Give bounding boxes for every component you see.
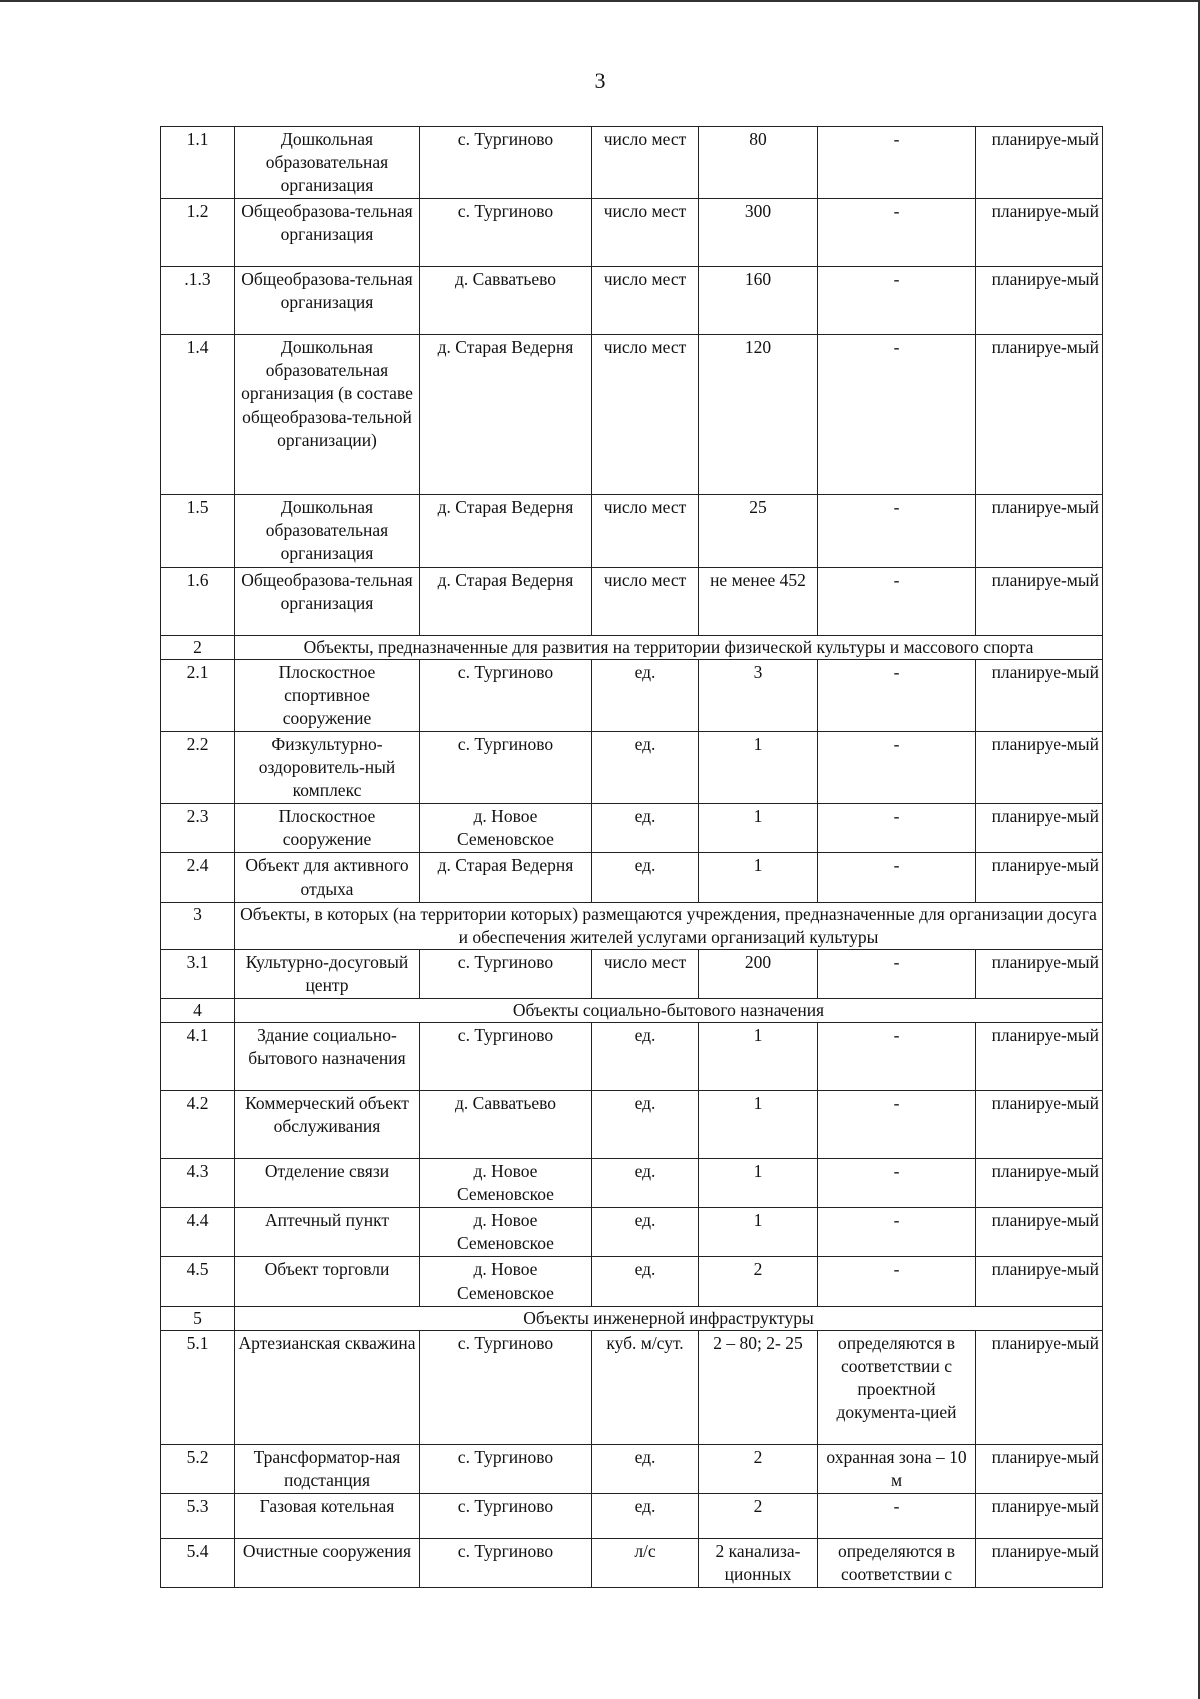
value-cell: 1 [699,1023,818,1091]
zone-characteristic-cell: определяются в соответствии с [818,1538,976,1587]
table-row [161,1208,1103,1257]
value-cell: 80 [699,127,818,199]
location-cell: с. Тургиново [420,949,592,998]
unit-cell: число мест [592,127,699,199]
value-cell: 1 [699,804,818,853]
zone-characteristic-cell: - [818,335,976,495]
row-number-cell: 4.4 [161,1208,235,1257]
location-cell: д. Новое Семеновское [420,1159,592,1208]
zone-characteristic-cell: - [818,495,976,567]
location-cell: с. Тургиново [420,199,592,267]
table-row [161,1330,1103,1444]
zone-characteristic-cell: - [818,199,976,267]
zone-characteristic-cell: - [818,804,976,853]
table-row [161,1493,1103,1538]
object-name-cell: Трансформатор-ная подстанция [235,1444,420,1493]
row-number-cell: 5.1 [161,1330,235,1444]
zone-characteristic-cell: - [818,1208,976,1257]
status-cell: планируе-мый [976,127,1103,199]
unit-cell: ед. [592,659,699,731]
object-name-cell: Объект торговли [235,1257,420,1306]
unit-cell: ед. [592,1091,699,1159]
section-number: 2 [161,635,235,659]
location-cell: д. Новое Семеновское [420,1257,592,1306]
object-name-cell: Дошкольная образовательная организация [235,495,420,567]
unit-cell: ед. [592,1444,699,1493]
object-name-cell: Физкультурно-оздоровитель-ный комплекс [235,731,420,803]
row-number-cell: 5.2 [161,1444,235,1493]
table-row [161,267,1103,335]
value-cell: 2 [699,1493,818,1538]
object-name-cell: Артезианская скважина [235,1330,420,1444]
object-name-cell: Коммерческий объект обслуживания [235,1091,420,1159]
table-row [161,1023,1103,1091]
status-cell: планируе-мый [976,1493,1103,1538]
row-number-cell: 1.2 [161,199,235,267]
section-title: Объекты социально-бытового назначения [235,998,1103,1022]
table-row [161,1444,1103,1493]
section-number: 5 [161,1306,235,1330]
table-row [161,199,1103,267]
row-number-cell: 5.3 [161,1493,235,1538]
object-name-cell: Общеобразова-тельная организация [235,267,420,335]
location-cell: д. Савватьево [420,1091,592,1159]
value-cell: 2 – 80; 2- 25 [699,1330,818,1444]
value-cell: не менее 452 [699,567,818,635]
row-number-cell: .1.3 [161,267,235,335]
table-row [161,567,1103,635]
value-cell: 25 [699,495,818,567]
value-cell: 1 [699,1159,818,1208]
location-cell: д. Новое Семеновское [420,1208,592,1257]
section-title: Объекты, в которых (на территории которых) размещаются учреждения, предназначенные для организации досуга и обеспечения жителей услугами организаций культуры [235,902,1103,949]
zone-characteristic-cell: - [818,659,976,731]
row-number-cell: 3.1 [161,949,235,998]
unit-cell: ед. [592,1493,699,1538]
unit-cell: число мест [592,949,699,998]
unit-cell: число мест [592,199,699,267]
location-cell: с. Тургиново [420,1023,592,1091]
row-number-cell: 1.6 [161,567,235,635]
section-title: Объекты инженерной инфраструктуры [235,1306,1103,1330]
zone-characteristic-cell: - [818,127,976,199]
section-number: 4 [161,998,235,1022]
object-name-cell: Объект для активного отдыха [235,853,420,902]
value-cell: 2 канализа-ционных [699,1538,818,1587]
row-number-cell: 2.2 [161,731,235,803]
table-row [161,127,1103,199]
zone-characteristic-cell: - [818,267,976,335]
row-number-cell: 5.4 [161,1538,235,1587]
zone-characteristic-cell: - [818,853,976,902]
row-number-cell: 2.3 [161,804,235,853]
status-cell: планируе-мый [976,267,1103,335]
status-cell: планируе-мый [976,1538,1103,1587]
section-title: Объекты, предназначенные для развития на территории физической культуры и массового спорта [235,635,1103,659]
object-name-cell: Газовая котельная [235,1493,420,1538]
location-cell: с. Тургиново [420,659,592,731]
object-name-cell: Дошкольная образовательная организация (в составе общеобразова-тельной организации) [235,335,420,495]
location-cell: с. Тургиново [420,1444,592,1493]
status-cell: планируе-мый [976,1257,1103,1306]
status-cell: планируе-мый [976,199,1103,267]
unit-cell: куб. м/сут. [592,1330,699,1444]
object-name-cell: Дошкольная образовательная организация [235,127,420,199]
status-cell: планируе-мый [976,1330,1103,1444]
status-cell: планируе-мый [976,495,1103,567]
value-cell: 160 [699,267,818,335]
value-cell: 300 [699,199,818,267]
status-cell: планируе-мый [976,853,1103,902]
zone-characteristic-cell: - [818,1091,976,1159]
location-cell: с. Тургиново [420,1493,592,1538]
row-number-cell: 4.2 [161,1091,235,1159]
location-cell: д. Старая Ведерня [420,335,592,495]
object-name-cell: Плоскостное спортивное сооружение [235,659,420,731]
zone-characteristic-cell: - [818,1493,976,1538]
location-cell: с. Тургиново [420,1330,592,1444]
zone-characteristic-cell: - [818,567,976,635]
row-number-cell: 4.5 [161,1257,235,1306]
value-cell: 200 [699,949,818,998]
status-cell: планируе-мый [976,1023,1103,1091]
zone-characteristic-cell: - [818,1023,976,1091]
table-row [161,731,1103,803]
table-row [161,1159,1103,1208]
location-cell: д. Савватьево [420,267,592,335]
section-row [161,635,1103,659]
zone-characteristic-cell: - [818,1257,976,1306]
value-cell: 1 [699,1208,818,1257]
object-name-cell: Здание социально-бытового назначения [235,1023,420,1091]
status-cell: планируе-мый [976,949,1103,998]
location-cell: д. Старая Ведерня [420,495,592,567]
unit-cell: ед. [592,1208,699,1257]
section-row [161,998,1103,1022]
table-row [161,804,1103,853]
row-number-cell: 1.1 [161,127,235,199]
status-cell: планируе-мый [976,335,1103,495]
status-cell: планируе-мый [976,731,1103,803]
zone-characteristic-cell: охранная зона – 10 м [818,1444,976,1493]
object-name-cell: Очистные сооружения [235,1538,420,1587]
location-cell: д. Старая Ведерня [420,853,592,902]
object-name-cell: Общеобразова-тельная организация [235,567,420,635]
table-row [161,335,1103,495]
row-number-cell: 1.5 [161,495,235,567]
status-cell: планируе-мый [976,1159,1103,1208]
status-cell: планируе-мый [976,1091,1103,1159]
value-cell: 2 [699,1444,818,1493]
unit-cell: число мест [592,267,699,335]
unit-cell: число мест [592,567,699,635]
row-number-cell: 4.1 [161,1023,235,1091]
row-number-cell: 2.4 [161,853,235,902]
section-number: 3 [161,902,235,949]
unit-cell: ед. [592,1023,699,1091]
unit-cell: число мест [592,335,699,495]
zone-characteristic-cell: - [818,731,976,803]
object-name-cell: Аптечный пункт [235,1208,420,1257]
zone-characteristic-cell: - [818,949,976,998]
row-number-cell: 2.1 [161,659,235,731]
unit-cell: ед. [592,853,699,902]
unit-cell: число мест [592,495,699,567]
value-cell: 3 [699,659,818,731]
object-name-cell: Культурно-досуговый центр [235,949,420,998]
status-cell: планируе-мый [976,1444,1103,1493]
scan-top-edge [0,0,1200,2]
table-row [161,659,1103,731]
section-row [161,902,1103,949]
table-row [161,1257,1103,1306]
status-cell: планируе-мый [976,804,1103,853]
location-cell: с. Тургиново [420,1538,592,1587]
unit-cell: ед. [592,1257,699,1306]
value-cell: 1 [699,853,818,902]
status-cell: планируе-мый [976,567,1103,635]
value-cell: 2 [699,1257,818,1306]
unit-cell: л/с [592,1538,699,1587]
location-cell: с. Тургиново [420,127,592,199]
table-row [161,1538,1103,1587]
table-row [161,853,1103,902]
object-name-cell: Отделение связи [235,1159,420,1208]
section-row [161,1306,1103,1330]
table-row [161,1091,1103,1159]
location-cell: д. Старая Ведерня [420,567,592,635]
unit-cell: ед. [592,731,699,803]
zone-characteristic-cell: определяются в соответствии с проектной документа-цией [818,1330,976,1444]
location-cell: с. Тургиново [420,731,592,803]
zone-characteristic-cell: - [818,1159,976,1208]
status-cell: планируе-мый [976,1208,1103,1257]
objects-table [160,126,1103,1588]
object-name-cell: Плоскостное сооружение [235,804,420,853]
value-cell: 120 [699,335,818,495]
table-row [161,495,1103,567]
row-number-cell: 4.3 [161,1159,235,1208]
table-body [161,127,1103,1588]
row-number-cell: 1.4 [161,335,235,495]
unit-cell: ед. [592,1159,699,1208]
value-cell: 1 [699,1091,818,1159]
status-cell: планируе-мый [976,659,1103,731]
value-cell: 1 [699,731,818,803]
object-name-cell: Общеобразова-тельная организация [235,199,420,267]
unit-cell: ед. [592,804,699,853]
location-cell: д. Новое Семеновское [420,804,592,853]
table-row [161,949,1103,998]
page-number: 3 [594,68,606,93]
